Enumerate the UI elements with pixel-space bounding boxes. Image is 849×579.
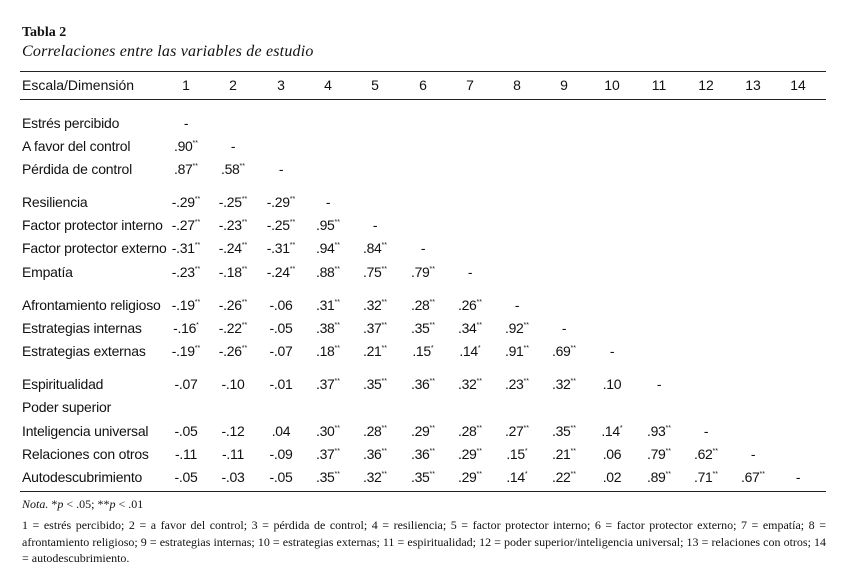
- significance-marker: **: [289, 219, 296, 226]
- table-cell: -: [703, 423, 709, 439]
- significance-marker: **: [194, 345, 201, 352]
- significance-marker: **: [334, 322, 340, 329]
- table-cell: .92**: [504, 320, 529, 336]
- row-label: Estrategias internas: [22, 320, 142, 336]
- table-cell: .04: [271, 423, 291, 439]
- significance-marker: **: [241, 345, 248, 352]
- significance-marker: **: [381, 425, 387, 432]
- significance-marker: **: [334, 242, 340, 249]
- table-cell: -: [795, 469, 801, 485]
- column-header: 10: [604, 77, 620, 93]
- table-cell: -.05: [269, 320, 293, 336]
- significance-marker: **: [241, 219, 248, 226]
- table-row: [0, 161, 849, 181]
- table-cell: .35**: [315, 469, 340, 485]
- significance-marker: **: [334, 471, 340, 478]
- note-prefix: Nota.: [22, 497, 49, 511]
- significance-marker: **: [381, 448, 387, 455]
- table-cell: -: [514, 297, 520, 313]
- table-cell: .32**: [362, 297, 387, 313]
- note-p2-symbol: **: [97, 497, 110, 511]
- table-row: [0, 240, 849, 260]
- table-cell: -.29**: [171, 194, 201, 210]
- significance-marker: **: [334, 378, 340, 385]
- table-cell: -.22**: [218, 320, 248, 336]
- significance-marker: **: [429, 471, 435, 478]
- significance-marker: **: [476, 378, 482, 385]
- table-cell: .94**: [315, 240, 340, 256]
- significance-marker: **: [241, 322, 248, 329]
- table-cell: .93**: [646, 423, 671, 439]
- note-p2-rest: < .01: [115, 497, 144, 511]
- significance-marker: **: [570, 425, 576, 432]
- column-header: 1: [182, 77, 190, 93]
- significance-marker: **: [523, 425, 529, 432]
- table-row: [0, 320, 849, 340]
- table-row: [0, 446, 849, 466]
- significance-marker: **: [381, 299, 387, 306]
- table-cell: .14*: [459, 343, 481, 359]
- table-cell: .36**: [362, 446, 387, 462]
- row-label: A favor del control: [22, 138, 131, 154]
- table-cell: -.11: [175, 446, 197, 462]
- significance-marker: **: [381, 322, 387, 329]
- table-cell: -: [420, 240, 426, 256]
- table-cell: .28**: [362, 423, 387, 439]
- significance-marker: *: [477, 345, 481, 352]
- table-cell: -.07: [174, 376, 198, 392]
- table-cell: -.25**: [218, 194, 248, 210]
- significance-marker: **: [570, 345, 576, 352]
- table-cell: .35**: [362, 376, 387, 392]
- table-title: Tabla 2: [22, 25, 67, 40]
- significance-marker: **: [334, 299, 340, 306]
- bottom-rule: [20, 491, 826, 492]
- table-cell: -: [656, 376, 662, 392]
- table-cell: -.23**: [171, 264, 201, 280]
- row-label: Resiliencia: [22, 194, 88, 210]
- significance-marker: **: [194, 299, 201, 306]
- row-label: Inteligencia universal: [22, 423, 149, 439]
- significance-marker: **: [289, 266, 296, 273]
- header-rule: [20, 99, 826, 100]
- significance-marker: **: [429, 299, 435, 306]
- significance-marker: **: [194, 242, 201, 249]
- significance-marker: **: [665, 448, 671, 455]
- table-row: [0, 469, 849, 489]
- table-cell: -: [750, 446, 756, 462]
- table-cell: .31**: [315, 297, 340, 313]
- significance-marker: **: [241, 266, 248, 273]
- table-cell: -.12: [221, 423, 245, 439]
- column-header: 8: [513, 77, 521, 93]
- table-cell: -.25**: [266, 217, 296, 233]
- significance-marker: **: [712, 471, 718, 478]
- table-cell: .35**: [410, 469, 435, 485]
- table-cell: .29**: [457, 446, 482, 462]
- significance-marker: *: [619, 425, 623, 432]
- significance-marker: **: [429, 378, 435, 385]
- significance-marker: **: [192, 140, 198, 147]
- table-cell: -.07: [269, 343, 293, 359]
- significance-marker: **: [241, 299, 248, 306]
- significance-marker: **: [429, 266, 435, 273]
- table-cell: .27**: [504, 423, 529, 439]
- significance-marker: **: [712, 448, 718, 455]
- significance-marker: **: [476, 425, 482, 432]
- table-cell: -.01: [269, 376, 293, 392]
- significance-marker: **: [381, 266, 387, 273]
- row-label: Estrés percibido: [22, 115, 120, 131]
- table-cell: .15*: [412, 343, 434, 359]
- significance-marker: **: [334, 448, 340, 455]
- significance-marker: **: [570, 471, 576, 478]
- column-header: 12: [698, 77, 714, 93]
- significance-marker: **: [570, 448, 576, 455]
- table-cell: -.19**: [171, 343, 201, 359]
- table-cell: -: [230, 138, 236, 154]
- significance-marker: **: [429, 425, 435, 432]
- significance-marker: **: [239, 163, 245, 170]
- table-cell: .28**: [410, 297, 435, 313]
- table-cell: .34**: [457, 320, 482, 336]
- significance-marker: **: [381, 345, 387, 352]
- significance-marker: **: [192, 163, 198, 170]
- table-cell: -.09: [269, 446, 293, 462]
- note-p1-rest: < .05;: [63, 497, 98, 511]
- significance-marker: **: [334, 425, 340, 432]
- table-row: [0, 138, 849, 158]
- table-row: [0, 423, 849, 443]
- column-header: 13: [745, 77, 761, 93]
- column-header: 9: [560, 77, 568, 93]
- table-row: [0, 194, 849, 214]
- table-row: [0, 115, 849, 135]
- table-cell: .14*: [601, 423, 623, 439]
- column-header: 5: [371, 77, 379, 93]
- table-cell: .62**: [693, 446, 718, 462]
- table-cell: .10: [602, 376, 622, 392]
- table-cell: -: [183, 115, 189, 131]
- significance-marker: **: [289, 196, 296, 203]
- table-cell: .79**: [646, 446, 671, 462]
- table-cell: .18**: [315, 343, 340, 359]
- header-label: Escala/Dimensión: [22, 77, 135, 93]
- variable-legend: 1 = estrés percibido; 2 = a favor del control; 3 = pérdida de control; 4 = resiliencia; 5 = factor protector interno; 6 = factor protector externo; 7 = empatía; 8 = afrontamiento religioso; 9 = estrategias internas; 10 = estrategias externas; 11 = espiritualidad; 12 = poder superior/inteligencia universal; 13 = relaciones con otros; 14 = autodescubrimiento.: [22, 518, 826, 565]
- row-label: Factor protector externo: [22, 240, 167, 256]
- table-cell: .87**: [173, 161, 198, 177]
- column-header: 3: [277, 77, 285, 93]
- row-label: Autodescubrimiento: [22, 469, 143, 485]
- significance-marker: **: [665, 425, 671, 432]
- table-cell: -.26**: [218, 343, 248, 359]
- significance-marker: **: [570, 378, 576, 385]
- column-header: 4: [324, 77, 332, 93]
- significance-marker: **: [429, 448, 435, 455]
- significance-marker: **: [476, 299, 482, 306]
- table-cell: .91**: [504, 343, 529, 359]
- table-cell: .89**: [646, 469, 671, 485]
- table-row: [0, 399, 849, 419]
- table-cell: -: [325, 194, 331, 210]
- table-cell: .36**: [410, 376, 435, 392]
- table-cell: .21**: [362, 343, 387, 359]
- note-p1-symbol: *: [51, 497, 58, 511]
- column-header: 11: [651, 77, 667, 93]
- table-note: [22, 497, 143, 512]
- table-cell: .69**: [551, 343, 576, 359]
- table-cell: -: [372, 217, 378, 233]
- table-cell: -.23**: [218, 217, 248, 233]
- table-cell: -.19**: [171, 297, 201, 313]
- top-rule: [20, 71, 826, 72]
- column-header: 7: [466, 77, 474, 93]
- table-cell: .30**: [315, 423, 340, 439]
- table-cell: .71**: [693, 469, 718, 485]
- row-label: Pérdida de control: [22, 161, 133, 177]
- table-cell: -: [278, 161, 284, 177]
- table-cell: .67**: [740, 469, 765, 485]
- column-header: 6: [419, 77, 427, 93]
- significance-marker: **: [759, 471, 765, 478]
- table-cell: .29**: [457, 469, 482, 485]
- table-cell: .15*: [506, 446, 528, 462]
- note-p2-p: p: [109, 497, 116, 511]
- table-cell: -.31**: [266, 240, 296, 256]
- table-cell: .32**: [362, 469, 387, 485]
- table-cell: .90**: [173, 138, 198, 154]
- significance-marker: **: [381, 378, 387, 385]
- significance-marker: **: [334, 345, 340, 352]
- table-cell: .79**: [410, 264, 435, 280]
- row-label: Afrontamiento religioso: [22, 297, 161, 313]
- significance-marker: **: [381, 471, 387, 478]
- table-cell: .36**: [410, 446, 435, 462]
- table-cell: -.26**: [218, 297, 248, 313]
- significance-marker: **: [241, 242, 248, 249]
- significance-marker: **: [476, 448, 482, 455]
- table-cell: -.18**: [218, 264, 248, 280]
- row-label: Espiritualidad: [22, 376, 104, 392]
- table-cell: -.05: [174, 423, 198, 439]
- table-cell: .75**: [362, 264, 387, 280]
- table-cell: -: [561, 320, 567, 336]
- row-label: Poder superior: [22, 399, 112, 415]
- row-label: Relaciones con otros: [22, 446, 149, 462]
- table-cell: .84**: [362, 240, 387, 256]
- table-row: [0, 264, 849, 284]
- table-cell: .37**: [315, 446, 340, 462]
- table-cell: .37**: [362, 320, 387, 336]
- row-label: Estrategias externas: [22, 343, 146, 359]
- table-cell: -.05: [174, 469, 198, 485]
- significance-marker: *: [524, 448, 528, 455]
- table-row: [0, 217, 849, 237]
- significance-marker: **: [381, 242, 387, 249]
- table-cell: -.10: [221, 376, 245, 392]
- table-cell: .02: [602, 469, 622, 485]
- significance-marker: **: [241, 196, 248, 203]
- significance-marker: **: [523, 378, 529, 385]
- significance-marker: **: [429, 322, 435, 329]
- table-cell: .23**: [504, 376, 529, 392]
- table-cell: .32**: [457, 376, 482, 392]
- table-cell: .88**: [315, 264, 340, 280]
- table-cell: -.16*: [173, 320, 199, 336]
- table-cell: -: [467, 264, 473, 280]
- table-cell: .95**: [315, 217, 340, 233]
- table-cell: .28**: [457, 423, 482, 439]
- table-cell: -.31**: [171, 240, 201, 256]
- significance-marker: *: [524, 471, 528, 478]
- significance-marker: *: [196, 322, 199, 329]
- table-cell: .35**: [410, 320, 435, 336]
- table-cell: .29**: [410, 423, 435, 439]
- table-cell: -: [609, 343, 615, 359]
- table-cell: .32**: [551, 376, 576, 392]
- table-cell: .35**: [551, 423, 576, 439]
- table-cell: .38**: [315, 320, 340, 336]
- table-cell: .58**: [220, 161, 245, 177]
- significance-marker: **: [194, 266, 201, 273]
- table-cell: -.29**: [266, 194, 296, 210]
- table-cell: -.24**: [266, 264, 296, 280]
- table-cell: -.05: [269, 469, 293, 485]
- table-cell: .22**: [551, 469, 576, 485]
- table-row: [0, 343, 849, 363]
- significance-marker: **: [523, 345, 529, 352]
- table-cell: .37**: [315, 376, 340, 392]
- significance-marker: **: [194, 196, 201, 203]
- table-cell: -.03: [221, 469, 245, 485]
- table-cell: .26**: [457, 297, 482, 313]
- significance-marker: **: [523, 322, 529, 329]
- table-row: [0, 376, 849, 396]
- row-label: Factor protector interno: [22, 217, 163, 233]
- table-cell: -.24**: [218, 240, 248, 256]
- significance-marker: **: [289, 242, 296, 249]
- row-label: Empatía: [22, 264, 73, 280]
- significance-marker: **: [334, 219, 340, 226]
- significance-marker: **: [334, 266, 340, 273]
- significance-marker: **: [476, 471, 482, 478]
- table-cell: -.27**: [171, 217, 201, 233]
- significance-marker: *: [430, 345, 434, 352]
- table-cell: -.11: [222, 446, 244, 462]
- note-p1-p: p: [57, 497, 64, 511]
- table-subtitle: Correlaciones entre las variables de estudio: [22, 43, 314, 60]
- column-header: 14: [790, 77, 806, 93]
- significance-marker: **: [476, 322, 482, 329]
- table-cell: .14*: [506, 469, 528, 485]
- table-cell: .21**: [551, 446, 576, 462]
- table-cell: -.06: [269, 297, 293, 313]
- column-header: 2: [229, 77, 237, 93]
- table-row: [0, 297, 849, 317]
- significance-marker: **: [665, 471, 671, 478]
- significance-marker: **: [194, 219, 201, 226]
- table-cell: .06: [602, 446, 622, 462]
